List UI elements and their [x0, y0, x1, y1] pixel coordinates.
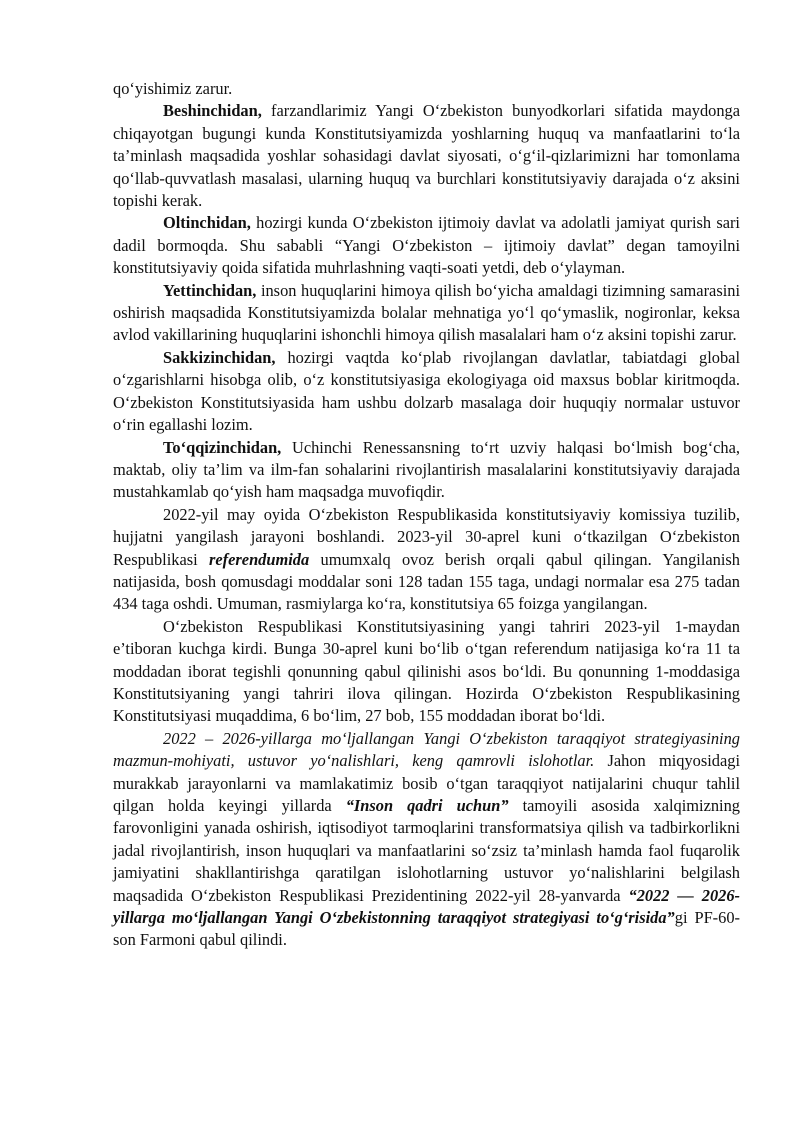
paragraph-lead: Oltinchidan,	[163, 213, 251, 233]
document-page	[113, 78, 740, 952]
paragraph-text: qo‘yishimiz zarur.	[113, 79, 233, 98]
paragraph-continuation	[113, 78, 740, 100]
paragraph-yettinchidan	[113, 280, 740, 347]
paragraph-lead: Sakkizinchidan,	[163, 347, 276, 367]
paragraph-text: O‘zbekiston Respublikasi Konstitutsiyasining yangi tahriri 2023-yil 1-maydan e’tiboran kuchga kirdi. Bunga 30-aprel kuni bo‘lib o‘tgan referendum natijasiga ko‘ra 11 ta moddadan iborat tegishli qonunning qabul qilinishi asos bo‘ldi. Bu qonunning 1-moddasiga Konstitutsiyaning yangi tahriri ilova qilingan. Hozirda O‘zbekiston Respublikasining Konstitutsiyasi muqaddima, 6 bo‘lim, 27 bob, 155 moddadan iborat bo‘ldi.	[113, 616, 740, 726]
emphasis-inson-qadri: “Inson qadri uchun”	[345, 796, 509, 815]
paragraph-text: umumxalq ovoz berish orqali qabul qilingan. Yangilanish natijasida, bosh qomusdagi moddalar soni 128 tadan 155 taga, undagi normalar esa 275 tadan 434 taga oshdi. Umuman, rasmiylarga ko‘ra, konstitutsiya 65 foizga yangilangan.	[113, 549, 740, 614]
paragraph-text: hozirgi vaqtda ko‘plab rivojlangan davlatlar, tabiatdagi global o‘zgarishlarni hisobga olib, o‘z konstitutsiyasiga ekologiyaga oid maxsus boblar kiritmoqda. O‘zbekiston Konstitutsiyasida ham ushbu dolzarb masalaga doir huquqiy normalar ustuvor o‘rin egallashi lozim.	[113, 347, 740, 435]
emphasis-referendum: referendumida	[209, 549, 310, 569]
paragraph-text: hozirgi kunda O‘zbekiston ijtimoiy davlat va adolatli jamiyat qurish sari dadil bormoqda. Shu sababli “Yangi O‘zbekiston – ijtimoiy davlat” degan tamoyilni konstitutsiyaviy qoida sifatida muhrlashning vaqti-soati yetdi, deb o‘ylayman.	[113, 213, 740, 278]
paragraph-text: farzandlarimiz Yangi O‘zbekiston bunyodkorlari sifatida maydonga chiqayotgan bugungi kunda Konstitutsiyamizda yoshlarning huquq va manfaatlarini to‘la ta’minlash maqsadida yoshlar sohasidagi davlat siyosati, o‘g‘il-qizlarimizni har tomonlama qo‘llab-quvvatlash masalasi, ularning huquq va burchlari konstitutsiyaviy darajada o‘z aksini topishi kerak.	[113, 101, 740, 211]
paragraph-text: Uchinchi Renessansning to‘rt uzviy halqasi bo‘lmish bog‘cha, maktab, oliy ta’lim va ilm-fan sohalarini rivojlantirish masalalarini konstitutsiyaviy darajada mustahkamlab qo‘yish ham maqsadga muvofiqdir.	[113, 437, 740, 502]
paragraph-oltinchidan	[113, 212, 740, 279]
paragraph-text: inson huquqlarini himoya qilish bo‘yicha amaldagi tizimning samarasini oshirish maqsadida Konstitutsiyamizda bolalar mehnatiga yo‘l qo‘ymaslik, nogironlar, keksa avlod vakillarining huquqlarini ishonchli himoya qilish masalalari ham o‘z aksini topishi zarur.	[113, 280, 740, 345]
paragraph-text: Jahon miqyosidagi murakkab jarayonlarni va mamlakatimiz bosib o‘tgan taraqqiyot natijalarini chuqur tahlil qilgan holda keyingi yillarda	[113, 751, 741, 815]
paragraph-strategy	[113, 728, 740, 952]
paragraph-constitutional-commission	[113, 504, 740, 616]
paragraph-text: 2022-yil may oyida O‘zbekiston Respublikasida konstitutsiyaviy komissiya tuzilib, hujjatni yangilash jarayoni boshlandi. 2023-yil 30-aprel kuni o‘tkazilgan O‘zbekiston Respublikasi	[113, 504, 740, 569]
emphasis-decree-title: “2022 — 2026-yillarga mo‘ljallangan Yangi O‘zbekistonning taraqqiyot strategiyasi to‘g‘risida”	[113, 885, 740, 928]
paragraph-text: tamoyili asosida xalqimizning farovonligini yanada oshirish, iqtisodiyot tarmoqlarini transformatsiya qilish va tadbirkorlikni jadal rivojlantirish, inson huquqlari va manfaatlarini so‘zsiz ta’minlash hamda faol fuqarolik jamiyatini shakllantirishga qaratilgan islohotlarning ustuvor yo‘nalishlarini belgilash maqsadida O‘zbekiston Respublikasi Prezidentining 2022-yil 28-yanvarda	[113, 796, 740, 905]
paragraph-toqqizinchidan	[113, 437, 740, 504]
paragraph-text: gi PF-60-son Farmoni qabul qilindi.	[113, 908, 740, 950]
paragraph-lead: Beshinchidan,	[163, 101, 262, 121]
paragraph-lead: To‘qqizinchidan,	[163, 437, 282, 457]
paragraph-lead: Yettinchidan,	[163, 280, 257, 300]
paragraph-beshinchidan	[113, 100, 740, 212]
paragraph-sakkizinchidan	[113, 347, 740, 437]
paragraph-new-edition	[113, 616, 740, 728]
strategy-heading: 2022 – 2026-yillarga mo‘ljallangan Yangi O‘zbekiston taraqqiyot strategiyasining mazmun-mohiyati, ustuvor yo‘nalishlari, keng qamrovli islohotlar.	[113, 728, 740, 771]
